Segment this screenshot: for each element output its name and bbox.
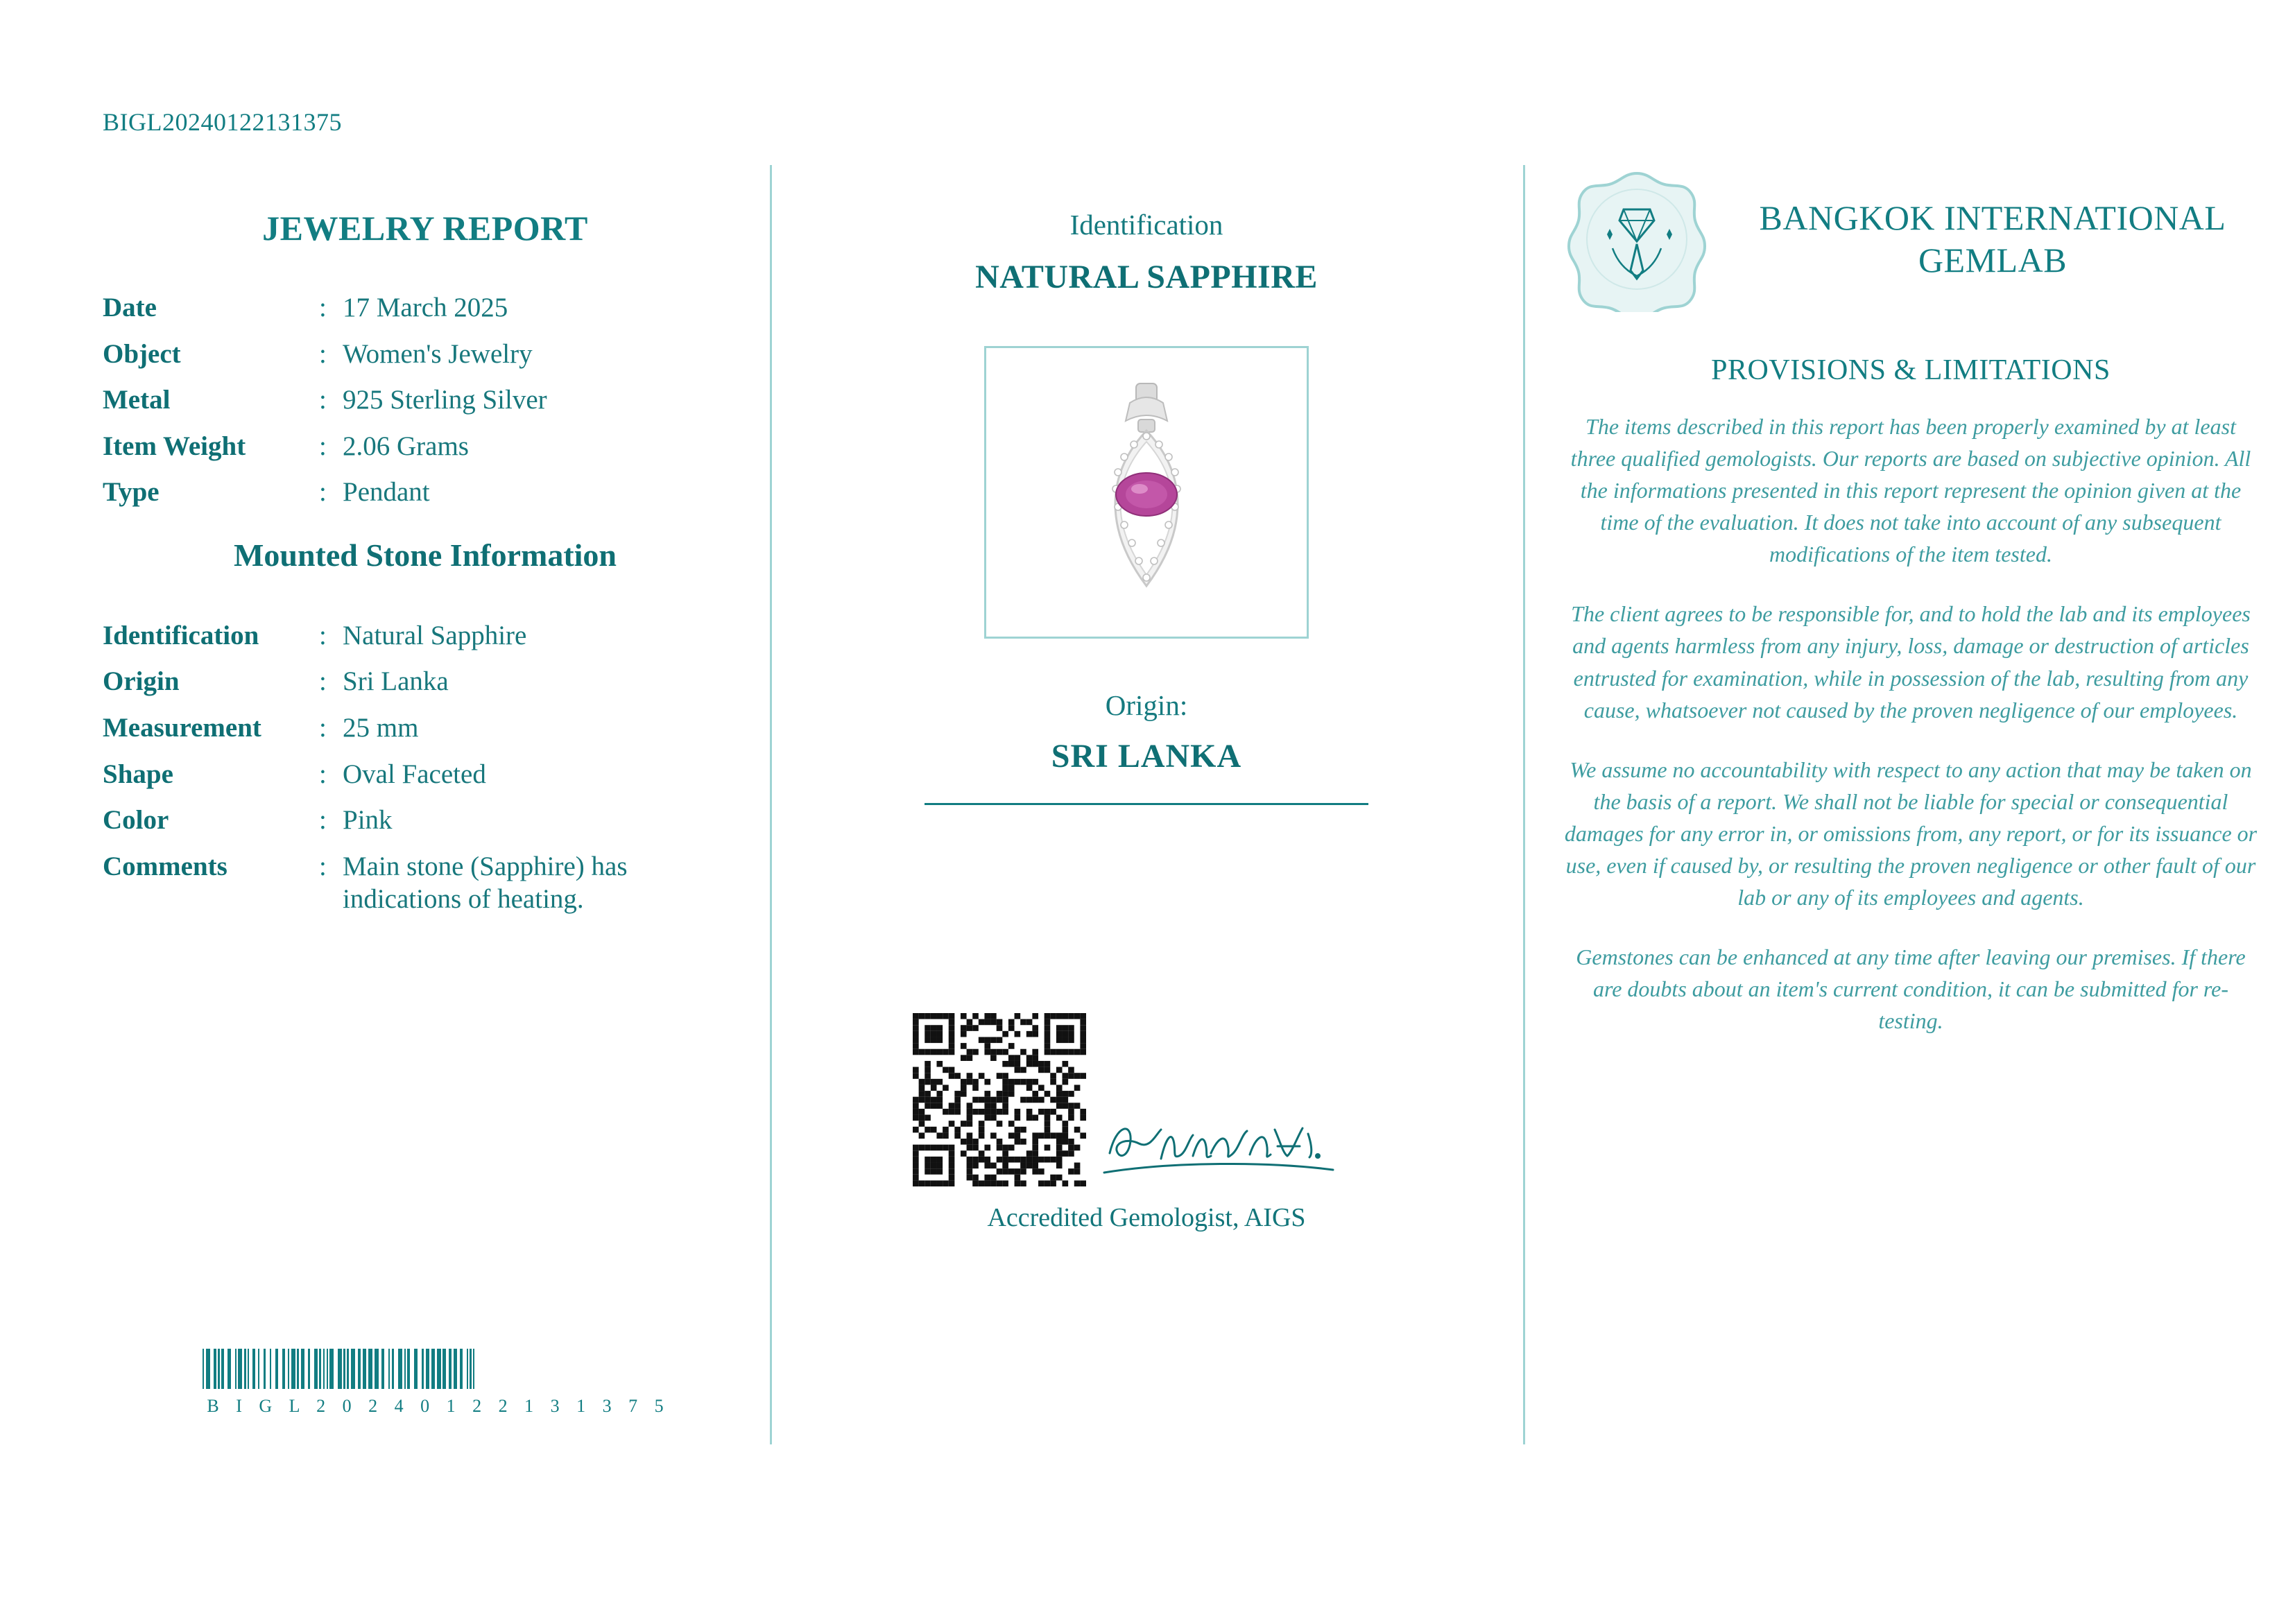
field-label: Identification xyxy=(103,620,259,650)
brand-name: BANGKOK INTERNATIONAL GEMLAB xyxy=(1759,198,2226,279)
field-separator: : xyxy=(319,338,327,369)
barcode-text: B I G L 2 0 2 4 0 1 2 2 1 3 1 3 7 5 xyxy=(207,1396,670,1416)
field-date xyxy=(103,291,748,325)
field-value: Pink xyxy=(343,805,393,836)
barcode-image xyxy=(203,1349,660,1389)
provisions-paragraph-4: Gemstones can be enhanced at any time after leaving our premises. If there are doubts about an item's current condition, it can be submitted for re-testing. xyxy=(1576,944,2246,1034)
field-identification xyxy=(103,619,748,653)
field-label: Item Weight xyxy=(103,431,246,461)
field-separator: : xyxy=(319,620,327,650)
provisions-paragraph-1: The items described in this report has been properly examined by at least three qualified gemologists. Our reports are based on subjective opinion. All the informations presented in this report represent the opinion given at the time of the evaluation. It does not take into account of any subsequent modifications of the item tested. xyxy=(1570,414,2251,567)
column-divider-right xyxy=(1523,165,1525,1444)
field-object xyxy=(103,338,748,371)
field-item-weight xyxy=(103,430,748,463)
field-comments xyxy=(103,850,748,916)
field-separator: : xyxy=(319,477,327,508)
field-value: 17 March 2025 xyxy=(343,293,508,322)
field-separator: : xyxy=(319,431,327,461)
field-separator: : xyxy=(319,759,327,789)
brand-header xyxy=(1564,166,2258,312)
field-separator: : xyxy=(319,851,327,881)
identification-value: NATURAL SAPPHIRE xyxy=(975,259,1318,295)
field-value: Oval Faceted xyxy=(343,759,486,789)
provisions-paragraph-3: We assume no accountability with respect to any action that may be taken on the basis of a report. We shall not be liable for special or consequential damages for any error in, or omissions from, any report, or for its issuance or use, even if caused by, or resulting the proven negligence or other fault of our lab or any of its employees and agents. xyxy=(1564,757,2258,910)
provisions-title: PROVISIONS & LIMITATIONS xyxy=(1711,354,2111,386)
field-shape xyxy=(103,758,748,791)
origin-label: Origin: xyxy=(1105,689,1188,721)
signature-image xyxy=(1089,1110,1380,1186)
field-origin xyxy=(103,665,748,698)
identification-label: Identification xyxy=(1069,209,1223,241)
middle-column xyxy=(811,208,1481,1233)
field-label: Comments xyxy=(103,851,227,881)
field-label: Object xyxy=(103,338,181,369)
field-metal xyxy=(103,383,748,417)
barcode-block xyxy=(203,1349,674,1417)
field-value: Pendant xyxy=(343,477,430,508)
field-label: Shape xyxy=(103,759,173,789)
gem-photo-frame xyxy=(984,346,1309,639)
field-label: Date xyxy=(103,293,157,322)
column-divider-left xyxy=(770,165,772,1444)
provisions-paragraph-2: The client agrees to be responsible for, and to hold the lab and its employees and agents harmless from any injury, loss, damage or destruction of articles entrusted for examination, while in possession of the lab, resulting from any cause, whatsoever not caused by the proven negligence of our employees. xyxy=(1571,601,2251,723)
field-value: Women's Jewelry xyxy=(343,338,533,369)
qr-code[interactable] xyxy=(913,1013,1086,1186)
field-label: Type xyxy=(103,477,160,508)
divider-rule xyxy=(925,803,1368,805)
field-label: Origin xyxy=(103,666,180,697)
left-column xyxy=(103,208,748,929)
right-column xyxy=(1564,166,2258,1064)
field-separator: : xyxy=(319,385,327,415)
pendant-photo xyxy=(1070,378,1223,607)
field-value: 25 mm xyxy=(343,713,419,743)
field-value: Natural Sapphire xyxy=(343,620,527,650)
field-label: Metal xyxy=(103,385,171,415)
field-separator: : xyxy=(319,293,327,322)
section-title-mounted-stone: Mounted Stone Information xyxy=(233,537,617,573)
field-color xyxy=(103,804,748,837)
report-id: BIGL20240122131375 xyxy=(103,108,342,136)
field-value: Sri Lanka xyxy=(343,666,449,697)
field-value: 2.06 Grams xyxy=(343,431,469,461)
field-separator: : xyxy=(319,666,327,697)
field-separator: : xyxy=(319,805,327,836)
gemlab-logo-icon xyxy=(1564,166,1710,312)
field-separator: : xyxy=(319,713,327,743)
field-label: Color xyxy=(103,805,169,836)
gemologist-caption: Accredited Gemologist, AIGS xyxy=(987,1203,1306,1232)
field-type xyxy=(103,476,748,509)
field-value: Main stone (Sapphire) has indications of heating. xyxy=(343,851,628,915)
origin-value: SRI LANKA xyxy=(1051,738,1242,775)
field-value: 925 Sterling Silver xyxy=(343,385,547,415)
field-label: Measurement xyxy=(103,713,261,743)
field-measurement xyxy=(103,711,748,745)
page-title: JEWELRY REPORT xyxy=(262,209,588,248)
